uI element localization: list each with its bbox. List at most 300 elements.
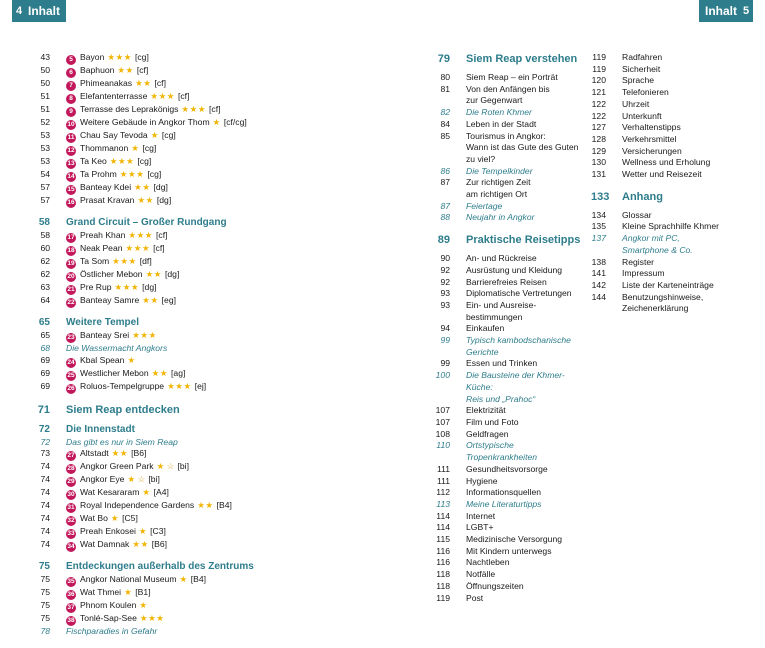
- toc-entry-label: Die Innenstadt: [66, 423, 135, 435]
- sight-number-badge: 29: [67, 478, 75, 486]
- toc-feature-entry[interactable]: [426, 212, 591, 224]
- toc-entry[interactable]: [591, 87, 761, 99]
- toc-entry-label: Essen und Trinken: [466, 358, 538, 369]
- toc-entry[interactable]: [426, 581, 591, 593]
- toc-entry[interactable]: [30, 230, 360, 243]
- toc-page-number: 119: [592, 63, 606, 74]
- toc-entry[interactable]: [426, 358, 591, 370]
- toc-feature-entry[interactable]: [591, 233, 761, 245]
- toc-entry[interactable]: [30, 600, 360, 613]
- toc-column-2: [426, 52, 591, 604]
- toc-entry[interactable]: [591, 111, 761, 123]
- sight-number-badge: 27: [67, 452, 75, 460]
- map-reference: [cg]: [142, 143, 157, 153]
- toc-entry-label: LGBT+: [466, 522, 494, 533]
- toc-entry-text-wrap: [50, 487, 360, 500]
- toc-entry-label: Die Bausteine der Khmer-Küche:: [466, 370, 565, 392]
- toc-entry-label: Nachtleben: [466, 557, 510, 568]
- toc-page-number: 69: [40, 354, 50, 365]
- toc-feature-entry[interactable]: [426, 499, 591, 511]
- sight-number-badge: 33: [67, 530, 75, 538]
- toc-entry[interactable]: [426, 522, 591, 534]
- toc-entry[interactable]: [426, 253, 591, 265]
- toc-entry[interactable]: [426, 557, 591, 569]
- toc-entry-text-wrap: [50, 526, 360, 539]
- toc-entry-label: An- und Rückreise: [466, 253, 537, 264]
- toc-entry-label: Ein- und Ausreise-: [466, 299, 537, 310]
- toc-entry[interactable]: [30, 587, 360, 600]
- toc-page-number: 128: [591, 133, 606, 144]
- toc-entry[interactable]: [30, 613, 360, 626]
- toc-entry[interactable]: [591, 268, 761, 280]
- toc-page-number: 60: [40, 243, 50, 253]
- toc-entry-label: Medizinische Versorgung: [466, 534, 563, 545]
- toc-entry[interactable]: [426, 177, 591, 189]
- toc-page-number: 118: [436, 569, 450, 580]
- toc-entry-label: Film und Foto: [466, 416, 519, 427]
- toc-entry-text-wrap: [50, 500, 360, 513]
- toc-entry-label: Zur richtigen Zeit: [466, 177, 531, 188]
- map-reference: [cf]: [177, 91, 190, 101]
- toc-entry[interactable]: [30, 78, 360, 91]
- toc-entry-label: Impressum: [622, 268, 665, 279]
- map-reference: [bi]: [148, 474, 160, 485]
- toc-entry[interactable]: [426, 593, 591, 605]
- rating-stars-icon: ★★★: [139, 613, 165, 624]
- toc-entry-text-wrap: [50, 104, 360, 117]
- toc-entry-text-wrap: [450, 212, 591, 224]
- toc-entry[interactable]: [591, 75, 761, 87]
- toc-entry[interactable]: [30, 169, 360, 182]
- toc-entry[interactable]: [30, 368, 360, 381]
- toc-page-number: 84: [440, 118, 450, 129]
- toc-entry-continuation: [426, 95, 591, 107]
- toc-entry[interactable]: [30, 295, 360, 308]
- toc-entry[interactable]: [426, 534, 591, 546]
- sight-number-badge: 36: [67, 591, 75, 599]
- toc-entry-text-wrap: [50, 560, 360, 573]
- toc-feature-entry[interactable]: [30, 437, 360, 449]
- map-reference: [cg]: [135, 52, 149, 62]
- toc-entry[interactable]: [30, 513, 360, 526]
- toc-entry-text-wrap: [450, 581, 591, 593]
- toc-page-number: 92: [440, 264, 450, 275]
- toc-entry[interactable]: [426, 300, 591, 312]
- toc-entry[interactable]: [30, 330, 360, 343]
- toc-entry-text-wrap: [50, 195, 360, 208]
- toc-entry-continuation: [426, 312, 591, 324]
- toc-entry[interactable]: [30, 91, 360, 104]
- toc-page-number: 107: [435, 416, 450, 427]
- map-reference: [dg]: [142, 282, 157, 292]
- toc-entry-label: Neujahr in Angkor: [466, 212, 535, 223]
- toc-entry[interactable]: [30, 574, 360, 587]
- toc-entry-text-wrap: [450, 464, 591, 476]
- toc-chapter-heading[interactable]: [30, 403, 360, 417]
- toc-entry-label: Leben in der Stadt: [466, 118, 537, 129]
- toc-entry-label: Zeichenerklärung: [622, 303, 689, 314]
- toc-feature-entry[interactable]: [426, 370, 591, 393]
- toc-entry-label: Ta Keo: [80, 156, 107, 166]
- rating-stars-icon: ★★: [134, 182, 151, 192]
- toc-entry[interactable]: [426, 323, 591, 335]
- toc-entry[interactable]: [591, 280, 761, 292]
- sight-number-badge: 28: [67, 465, 75, 473]
- toc-entry-label: Verkehrsmittel: [622, 133, 677, 144]
- toc-entry[interactable]: [426, 417, 591, 429]
- toc-entry[interactable]: [30, 539, 360, 552]
- sight-number-badge: 22: [67, 299, 75, 306]
- toc-entry[interactable]: [426, 569, 591, 581]
- toc-entry-text-wrap: [50, 269, 360, 282]
- toc-entry-text-wrap: [450, 84, 591, 96]
- sight-number-badge: 16: [67, 199, 75, 206]
- toc-entry[interactable]: [426, 511, 591, 523]
- sight-number-badge: 17: [67, 234, 75, 241]
- toc-entry[interactable]: [591, 122, 761, 134]
- toc-page-number: 73: [40, 448, 50, 459]
- map-reference: [cf]: [209, 104, 221, 114]
- toc-page-number: 81: [440, 83, 450, 94]
- toc-page-number: 79: [437, 53, 450, 65]
- toc-entry-continuation: [426, 142, 591, 154]
- toc-entry-text-wrap: [450, 131, 591, 143]
- toc-entry-label: Weitere Gebäude in Angkor Thom: [80, 117, 210, 127]
- toc-feature-entry[interactable]: [426, 107, 591, 119]
- toc-entry[interactable]: [30, 448, 360, 461]
- map-reference: [cg]: [161, 130, 176, 140]
- toc-entry-text-wrap: [50, 474, 360, 487]
- toc-entry-text-wrap: [606, 257, 761, 269]
- toc-entry-label: Die Tempelkinder: [466, 165, 533, 176]
- toc-column-1: [30, 52, 360, 638]
- toc-entry[interactable]: [426, 72, 591, 84]
- toc-entry[interactable]: [426, 288, 591, 300]
- rating-stars-icon: ★★: [151, 367, 169, 378]
- map-reference: [cf/cg]: [223, 117, 247, 127]
- toc-page-number: 88: [440, 212, 450, 223]
- rating-stars-icon: ★★: [137, 195, 154, 205]
- toc-entry[interactable]: [30, 355, 360, 368]
- toc-entry[interactable]: [426, 487, 591, 499]
- toc-entry-label: Westlicher Mebon: [80, 367, 149, 378]
- toc-entry-text-wrap: [450, 405, 591, 417]
- toc-entry[interactable]: [30, 500, 360, 513]
- toc-entry[interactable]: [30, 156, 360, 169]
- toc-entry[interactable]: [426, 429, 591, 441]
- toc-page-number: 57: [40, 195, 50, 205]
- rating-stars-icon: ★: [131, 143, 140, 153]
- toc-entry-label: Angkor Green Park: [80, 461, 154, 472]
- toc-feature-entry[interactable]: [426, 335, 591, 347]
- toc-entry-label: Benutzungshinweise,: [622, 291, 704, 302]
- toc-entry[interactable]: [591, 146, 761, 158]
- toc-entry[interactable]: [30, 526, 360, 539]
- toc-entry-text-wrap: [50, 117, 360, 130]
- toc-entry[interactable]: [426, 119, 591, 131]
- toc-entry[interactable]: [426, 546, 591, 558]
- rating-stars-icon: ★★★: [107, 52, 132, 62]
- toc-entry[interactable]: [30, 243, 360, 256]
- toc-page-number: 43: [40, 52, 50, 62]
- toc-entry-label: Uhrzeit: [622, 98, 650, 109]
- toc-entry[interactable]: [30, 52, 360, 65]
- toc-entry-label: Ausrüstung und Kleidung: [466, 264, 563, 275]
- toc-entry-label: Glossar: [622, 209, 652, 220]
- toc-page-number: 75: [40, 600, 50, 611]
- toc-entry-label: Diplomatische Vertretungen: [466, 288, 572, 299]
- toc-entry-text-wrap: [606, 292, 761, 304]
- toc-entry-label: Barrierefreies Reisen: [466, 276, 547, 287]
- toc-page-number: 112: [436, 487, 450, 498]
- toc-entry-label: Einkaufen: [466, 323, 505, 334]
- toc-entry[interactable]: [591, 221, 761, 233]
- toc-entry-text-wrap: [50, 256, 360, 269]
- toc-entry-text-wrap: [450, 394, 591, 406]
- toc-entry-text-wrap: [450, 233, 591, 247]
- rating-stars-icon: ★: [212, 117, 221, 127]
- toc-entry[interactable]: [426, 265, 591, 277]
- toc-page-number: 134: [591, 209, 606, 220]
- toc-entry[interactable]: [591, 134, 761, 146]
- kids-icon: ☆: [137, 474, 146, 485]
- toc-entry[interactable]: [30, 282, 360, 295]
- toc-entry-text-wrap: [50, 91, 360, 104]
- toc-entry-text-wrap: [606, 303, 761, 315]
- toc-entry[interactable]: [30, 256, 360, 269]
- toc-subsection-heading[interactable]: [30, 423, 360, 436]
- rating-stars-icon: ★★★: [119, 169, 145, 179]
- toc-entry-label: Angkor Eye: [80, 474, 125, 485]
- rating-stars-icon: ★: [179, 574, 188, 585]
- toc-entry-label: Versicherungen: [622, 145, 682, 156]
- toc-feature-entry[interactable]: [426, 201, 591, 213]
- sight-number-badge: 25: [67, 371, 75, 379]
- toc-entry[interactable]: [30, 65, 360, 78]
- toc-entry[interactable]: [30, 104, 360, 117]
- toc-page-number: 69: [40, 367, 50, 378]
- toc-entry-text-wrap: [606, 134, 761, 146]
- toc-entry[interactable]: [426, 464, 591, 476]
- toc-entry[interactable]: [426, 277, 591, 289]
- toc-entry[interactable]: [591, 210, 761, 222]
- toc-page-number: 72: [38, 423, 50, 435]
- toc-page-number: 129: [591, 145, 606, 156]
- toc-page-number: 74: [40, 500, 50, 511]
- toc-entry[interactable]: [426, 131, 591, 143]
- toc-entry-label: Prasat Kravan: [80, 195, 135, 205]
- toc-entry[interactable]: [30, 461, 360, 474]
- toc-entry-continuation: [426, 394, 591, 406]
- toc-page-number: 57: [40, 182, 50, 192]
- sight-number-badge: 14: [67, 173, 75, 180]
- toc-entry-label: Die Wassermacht Angkors: [66, 343, 168, 353]
- toc-subsection-heading[interactable]: [30, 316, 360, 329]
- toc-entry-label: Tonlé-Sap-See: [80, 613, 137, 624]
- toc-page-number: 53: [40, 143, 50, 153]
- toc-entry-label: Fischparadies in Gefahr: [66, 626, 158, 637]
- toc-page-number: 133: [591, 190, 610, 203]
- kids-icon: ☆: [166, 461, 175, 472]
- toc-entry-label: Öffnungszeiten: [466, 580, 524, 591]
- toc-entry[interactable]: [30, 269, 360, 282]
- toc-entry-text-wrap: [450, 288, 591, 300]
- toc-entry-text-wrap: [606, 280, 761, 292]
- toc-page-number: 86: [440, 165, 450, 176]
- toc-entry-text-wrap: [450, 358, 591, 370]
- toc-entry-label: Wellness und Erholung: [622, 157, 711, 168]
- toc-entry-label: Östlicher Mebon: [80, 269, 143, 279]
- toc-page-number: 111: [436, 475, 450, 486]
- toc-entry[interactable]: [30, 130, 360, 143]
- toc-page-number: 51: [40, 104, 50, 114]
- toc-page-number: 74: [40, 487, 50, 498]
- toc-entry-text-wrap: [50, 539, 360, 552]
- toc-entry[interactable]: [30, 381, 360, 394]
- toc-entry-text-wrap: [606, 233, 761, 245]
- toc-page-number: 54: [40, 169, 50, 179]
- sight-number-badge: 7: [66, 81, 76, 91]
- toc-entry-text-wrap: [606, 111, 761, 123]
- toc-entry-label: Elektrizität: [466, 405, 506, 416]
- toc-entry[interactable]: [591, 99, 761, 111]
- toc-entry[interactable]: [30, 117, 360, 130]
- toc-chapter-heading[interactable]: [591, 190, 761, 204]
- toc-entry-text-wrap: [50, 169, 360, 182]
- toc-entry[interactable]: [591, 292, 761, 304]
- toc-entry[interactable]: [591, 52, 761, 64]
- toc-page-number: 115: [436, 534, 450, 545]
- rating-stars-icon: ★: [139, 600, 148, 611]
- toc-entry-text-wrap: [450, 72, 591, 84]
- toc-page-number: 120: [591, 75, 606, 86]
- toc-entry-text-wrap: [450, 569, 591, 581]
- toc-entry[interactable]: [591, 169, 761, 181]
- rating-stars-icon: ★★★: [128, 230, 154, 240]
- map-reference: [cg]: [147, 169, 162, 179]
- toc-entry[interactable]: [426, 84, 591, 96]
- toc-entry[interactable]: [426, 405, 591, 417]
- toc-entry-text-wrap: [606, 190, 761, 204]
- toc-entry[interactable]: [591, 157, 761, 169]
- toc-entry-text-wrap: [606, 99, 761, 111]
- toc-entry[interactable]: [30, 143, 360, 156]
- toc-entry[interactable]: [30, 195, 360, 208]
- left-page-number: 4: [12, 0, 26, 22]
- toc-page-number: 74: [40, 526, 50, 537]
- toc-entry[interactable]: [591, 257, 761, 269]
- toc-entry-text-wrap: [50, 230, 360, 243]
- toc-page-number: 50: [40, 65, 50, 75]
- toc-entry[interactable]: [30, 182, 360, 195]
- toc-entry-label: Meine Literaturtipps: [466, 498, 542, 509]
- rating-stars-icon: ★: [110, 513, 120, 524]
- map-reference: [B4]: [216, 500, 232, 511]
- toc-page-number: 114: [436, 510, 450, 521]
- toc-entry-label: Elefantenterrasse: [80, 91, 148, 101]
- toc-entry-text-wrap: [50, 130, 360, 143]
- toc-entry-label: Weitere Tempel: [66, 317, 139, 328]
- toc-page-number: 107: [435, 405, 450, 416]
- toc-entry-text-wrap: [450, 323, 591, 335]
- toc-entry-label: Neak Pean: [80, 243, 123, 253]
- toc-entry-label: Gerichte: [466, 346, 499, 357]
- toc-subsection-heading[interactable]: [30, 560, 360, 573]
- toc-column-3: [591, 52, 761, 315]
- toc-entry-label: Smartphone & Co.: [622, 244, 693, 255]
- rating-stars-icon: ★★★: [114, 282, 140, 292]
- toc-entry-label: Siem Reap entdecken: [66, 403, 180, 416]
- toc-feature-entry[interactable]: [426, 166, 591, 178]
- toc-entry-label: Liste der Karteneinträge: [622, 279, 714, 290]
- toc-entry-text-wrap: [606, 122, 761, 134]
- right-page-header: [699, 0, 753, 22]
- toc-entry-label: Anhang: [622, 190, 663, 203]
- toc-entry[interactable]: [591, 64, 761, 76]
- toc-entry[interactable]: [426, 476, 591, 488]
- toc-entry-label: Banteay Kdei: [80, 182, 132, 192]
- rating-stars-icon: ★★: [135, 78, 152, 88]
- toc-page-number: 63: [40, 282, 50, 292]
- toc-entry-label: Preah Khan: [80, 230, 126, 240]
- toc-feature-entry[interactable]: [30, 343, 360, 355]
- toc-entry-text-wrap: [450, 52, 591, 66]
- toc-chapter-heading[interactable]: [426, 52, 591, 66]
- toc-page-number: 111: [436, 463, 450, 474]
- toc-feature-entry[interactable]: [30, 626, 360, 638]
- toc-page-number: 113: [436, 498, 450, 509]
- rating-stars-icon: ★★★: [181, 104, 207, 114]
- map-reference: [B6]: [131, 448, 147, 459]
- toc-feature-entry[interactable]: [426, 440, 591, 452]
- toc-page-number: 74: [40, 513, 50, 524]
- toc-entry-label: Hygiene: [466, 475, 498, 486]
- toc-page-number: 75: [40, 613, 50, 624]
- toc-entry-label: Geldfragen: [466, 428, 509, 439]
- toc-page-number: 131: [591, 169, 606, 180]
- toc-page-number: 116: [436, 545, 450, 556]
- toc-entry-label: Typisch kambodschanische: [466, 335, 571, 346]
- toc-entry-text-wrap: [450, 154, 591, 166]
- toc-chapter-heading[interactable]: [426, 233, 591, 247]
- toc-entry-text-wrap: [450, 312, 591, 324]
- toc-entry-continuation: [426, 154, 591, 166]
- toc-entry-label: Wat Kesararam: [80, 487, 140, 498]
- rating-stars-icon: ★★: [111, 448, 129, 459]
- toc-entry[interactable]: [30, 474, 360, 487]
- map-reference: [A4]: [153, 487, 169, 498]
- rating-stars-icon: ★★: [145, 269, 162, 279]
- toc-entry[interactable]: [30, 487, 360, 500]
- toc-entry-text-wrap: [50, 295, 360, 308]
- toc-entry-label: Pre Rup: [80, 282, 112, 292]
- toc-page-number: 92: [440, 276, 450, 287]
- toc-entry-label: Wann ist das Gute des Guten: [466, 142, 579, 153]
- toc-entry-text-wrap: [50, 243, 360, 256]
- toc-entry-label: Banteay Srei: [80, 330, 130, 340]
- toc-page-number: 74: [40, 461, 50, 472]
- map-reference: [cf]: [154, 78, 166, 88]
- sight-number-badge: 26: [67, 384, 75, 392]
- toc-subsection-heading[interactable]: [30, 216, 360, 229]
- toc-page-number: 141: [591, 268, 606, 279]
- toc-entry-text-wrap: [50, 316, 360, 329]
- toc-entry-label: Register: [622, 256, 654, 267]
- toc-entry-label: Kbal Spean: [80, 354, 125, 365]
- toc-page-number: 69: [40, 380, 50, 391]
- toc-page-number: 110: [436, 440, 450, 451]
- rating-stars-icon: ★★: [117, 65, 134, 75]
